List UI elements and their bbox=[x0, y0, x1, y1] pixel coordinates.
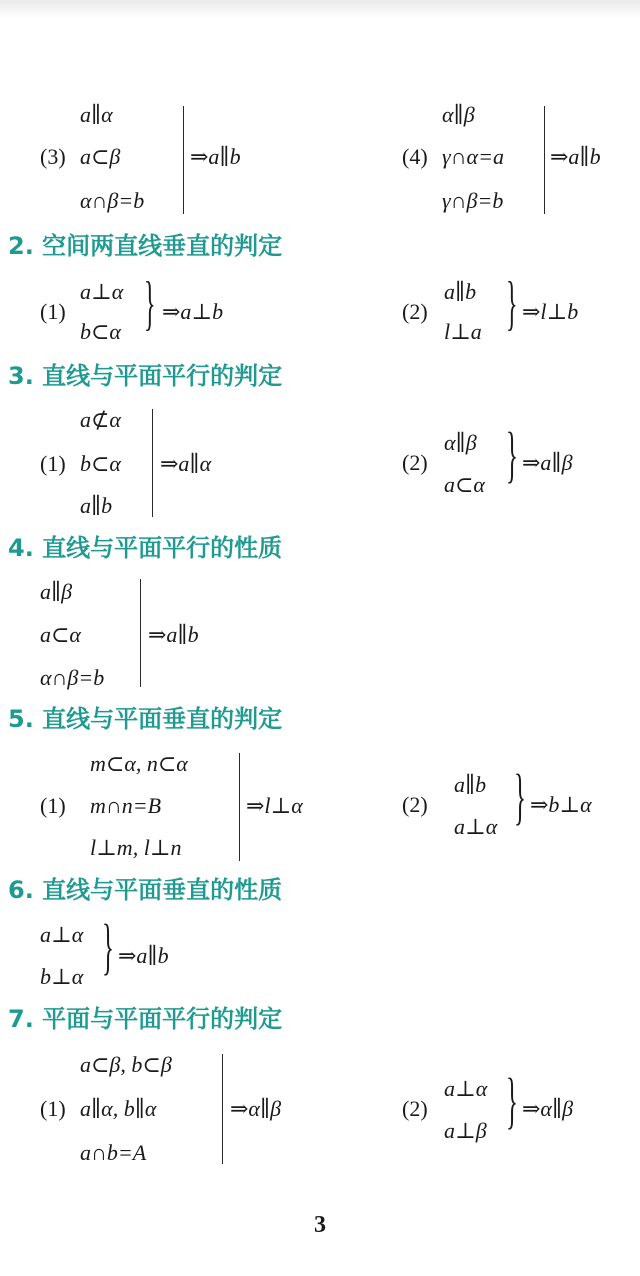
bracket-line bbox=[239, 753, 240, 861]
conclusion: ⇒a∥β bbox=[522, 450, 573, 475]
conclusion: ⇒α∥β bbox=[522, 1096, 574, 1121]
right-brace: } bbox=[144, 270, 156, 336]
item-number: (3) bbox=[40, 144, 66, 169]
condition-line: a⊂α bbox=[444, 472, 485, 497]
right-brace: } bbox=[506, 421, 518, 489]
section-heading: 6. 直线与平面垂直的性质 bbox=[8, 876, 283, 904]
condition-line: a⊥α bbox=[40, 922, 84, 947]
condition-line: γ∩β=b bbox=[442, 188, 504, 213]
condition-line: a∩b=A bbox=[80, 1140, 147, 1165]
condition-line: a⊂β, b⊂β bbox=[80, 1052, 172, 1077]
condition-line: b⊥α bbox=[40, 964, 84, 989]
condition-line: a∥α bbox=[80, 102, 113, 127]
condition-line: a∥β bbox=[40, 579, 73, 604]
conclusion: ⇒a∥α bbox=[160, 451, 212, 476]
conclusion: ⇒b⊥α bbox=[530, 792, 592, 817]
condition-line: α∥β bbox=[444, 430, 477, 455]
item-number: (1) bbox=[40, 793, 66, 818]
bracket-line bbox=[183, 106, 184, 214]
condition-line: α∥β bbox=[442, 102, 475, 127]
section-heading: 2. 空间两直线垂直的判定 bbox=[8, 232, 283, 260]
condition-line: a⊂α bbox=[40, 622, 81, 647]
condition-line: a⊄α bbox=[80, 407, 121, 432]
condition-line: a⊥α bbox=[454, 814, 498, 839]
conclusion: ⇒l⊥α bbox=[246, 793, 303, 818]
item-number: (2) bbox=[402, 1096, 428, 1121]
condition-line: a⊂β bbox=[80, 144, 121, 169]
condition-line: a⊥α bbox=[444, 1076, 488, 1101]
condition-line: a⊥β bbox=[444, 1118, 487, 1143]
condition-line: m∩n=B bbox=[90, 793, 162, 818]
conclusion: ⇒a∥b bbox=[190, 144, 241, 169]
conclusion: ⇒a∥b bbox=[148, 622, 199, 647]
right-brace: } bbox=[506, 1067, 518, 1135]
item-number: (2) bbox=[402, 299, 428, 324]
conclusion: ⇒a⊥b bbox=[162, 299, 224, 324]
condition-line: a∥b bbox=[454, 772, 487, 797]
section-heading: 4. 直线与平面平行的性质 bbox=[8, 534, 283, 562]
condition-line: l⊥a bbox=[444, 319, 482, 344]
condition-line: a∥b bbox=[444, 279, 477, 304]
condition-line: a⊥α bbox=[80, 279, 124, 304]
item-number: (1) bbox=[40, 451, 66, 476]
condition-line: γ∩α=a bbox=[442, 144, 504, 169]
item-number: (1) bbox=[40, 1096, 66, 1121]
conclusion: ⇒a∥b bbox=[118, 943, 169, 968]
condition-line: m⊂α, n⊂α bbox=[90, 751, 188, 776]
top-shadow-bar bbox=[0, 0, 640, 18]
right-brace: } bbox=[514, 763, 526, 831]
bracket-line bbox=[140, 579, 141, 687]
section-heading: 5. 直线与平面垂直的判定 bbox=[8, 705, 283, 733]
condition-line: l⊥m, l⊥n bbox=[90, 835, 182, 860]
condition-line: b⊂α bbox=[80, 451, 121, 476]
item-number: (2) bbox=[402, 792, 428, 817]
bracket-line bbox=[152, 409, 153, 517]
item-number: (1) bbox=[40, 299, 66, 324]
condition-line: α∩β=b bbox=[80, 188, 145, 213]
section-heading: 3. 直线与平面平行的判定 bbox=[8, 362, 283, 390]
page-number: 3 bbox=[314, 1212, 326, 1238]
conclusion: ⇒l⊥b bbox=[522, 299, 579, 324]
condition-line: a∥b bbox=[80, 493, 113, 518]
condition-line: a∥α, b∥α bbox=[80, 1096, 157, 1121]
bracket-line bbox=[544, 106, 545, 214]
right-brace: } bbox=[102, 913, 114, 981]
condition-line: b⊂α bbox=[80, 319, 121, 344]
bracket-line bbox=[222, 1054, 223, 1164]
item-number: (4) bbox=[402, 144, 428, 169]
condition-line: α∩β=b bbox=[40, 665, 105, 690]
item-number: (2) bbox=[402, 450, 428, 475]
right-brace: } bbox=[506, 270, 518, 336]
conclusion: ⇒a∥b bbox=[550, 144, 601, 169]
conclusion: ⇒α∥β bbox=[230, 1096, 282, 1121]
section-heading: 7. 平面与平面平行的判定 bbox=[8, 1005, 283, 1033]
